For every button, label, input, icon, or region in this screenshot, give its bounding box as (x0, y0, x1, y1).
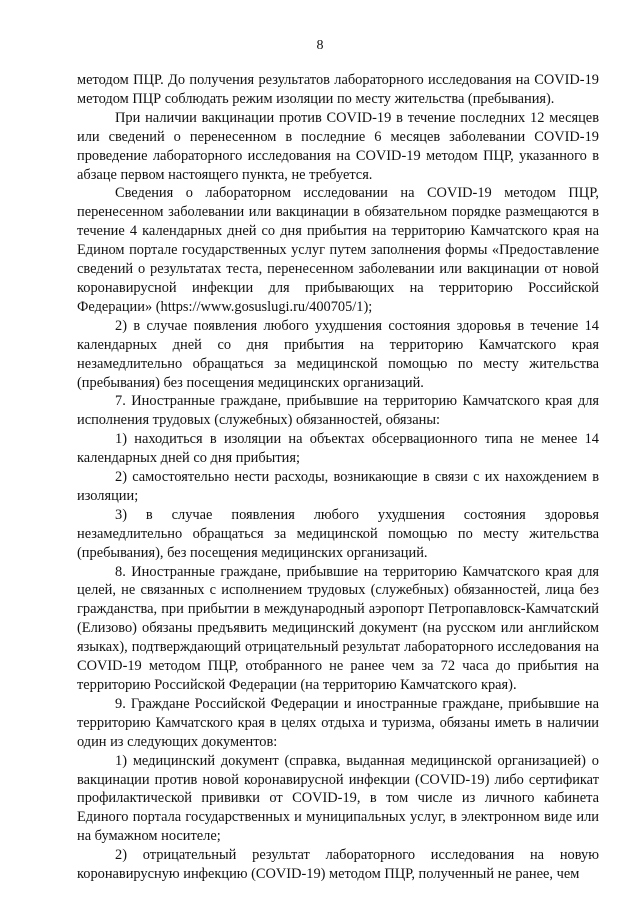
paragraph-1: методом ПЦР. До получения результатов лабораторного исследования на COVID-19 методом ПЦР соблюдать режим изоляции по месту жительства (пребывания). (77, 72, 599, 107)
paragraph-6: 1) находиться в изоляции на объектах обсервационного типа не менее 14 календарных дней со дня прибытия; (77, 431, 599, 467)
page-number: 8 (316, 38, 324, 53)
paragraph-11: 1) медицинский документ (справка, выданная медицинской организацией) о вакцинации против новой коронавирусной инфекции (COVID-19) либо сертификат профилактической прививки от COVID-19, в том числе из личного кабинета Единого портала государственных и муниципальных услуг, в электронном виде или на бумажном носителе; (77, 752, 599, 845)
paragraph-12: 2) отрицательный результат лабораторного исследования на новую коронавирусную инфекцию (COVID-19) методом ПЦР, полученный не ранее, чем (77, 847, 599, 883)
paragraph-8: 3) в случае появления любого ухудшения состояния здоровья незамедлительно обращаться за медицинской помощью по месту жительства (пребывания), без посещения медицинских организаций. (77, 506, 599, 561)
paragraph-5: 7. Иностранные граждане, прибывшие на территорию Камчатского края для исполнения трудовых (служебных) обязанностей, обязаны: (77, 393, 599, 429)
paragraph-2: При наличии вакцинации против COVID-19 в течение последних 12 месяцев или сведений о перенесенном в последние 6 месяцев заболевании COVID-19 проведение лабораторного исследования на COVID-19 методом ПЦР, указанного в абзаце первом настоящего пункта, не требуется. (77, 109, 599, 183)
paragraph-3: Сведения о лабораторном исследовании на COVID-19 методом ПЦР, перенесенном заболевании или вакцинации в обязательном порядке размещаются в течение 4 календарных дней со дня прибытия на территорию Камчатского края на Едином портале государственных услуг путем заполнения формы «Предоставление сведений о результатах теста, перенесенном заболевании или вакцинации от новой коронавирусной инфекции для прибывающих на территорию Российской Федерации» (https://www.gosuslugi.ru/400705/1); (77, 185, 599, 315)
paragraph-7: 2) самостоятельно нести расходы, возникающие в связи с их нахождением в изоляции; (77, 469, 599, 504)
paragraph-4: 2) в случае появления любого ухудшения состояния здоровья в течение 14 календарных дней со дня прибытия на территорию Камчатского края незамедлительно обращаться за медицинской помощью по месту жительства (пребывания) без посещения медицинских организаций. (77, 317, 599, 391)
paragraph-10: 9. Граждане Российской Федерации и иностранные граждане, прибывшие на территорию Камчатского края в целях отдыха и туризма, обязаны иметь в наличии один из следующих документов: (77, 695, 599, 750)
paragraph-9: 8. Иностранные граждане, прибывшие на территорию Камчатского края для целей, не связанных с исполнением трудовых (служебных) обязанностей, лица без гражданства, при прибытии в международный аэропорт Петропавловск-Камчатский (Елизово) обязаны предъявить медицинский документ (на русском или английском языках), подтверждающий отрицательный результат лабораторного исследования на COVID-19 методом ПЦР, отобранного не ранее чем за 72 часа до прибытия на территорию Российской Федерации (на территорию Камчатского края). (77, 563, 599, 693)
document-body (77, 71, 599, 884)
